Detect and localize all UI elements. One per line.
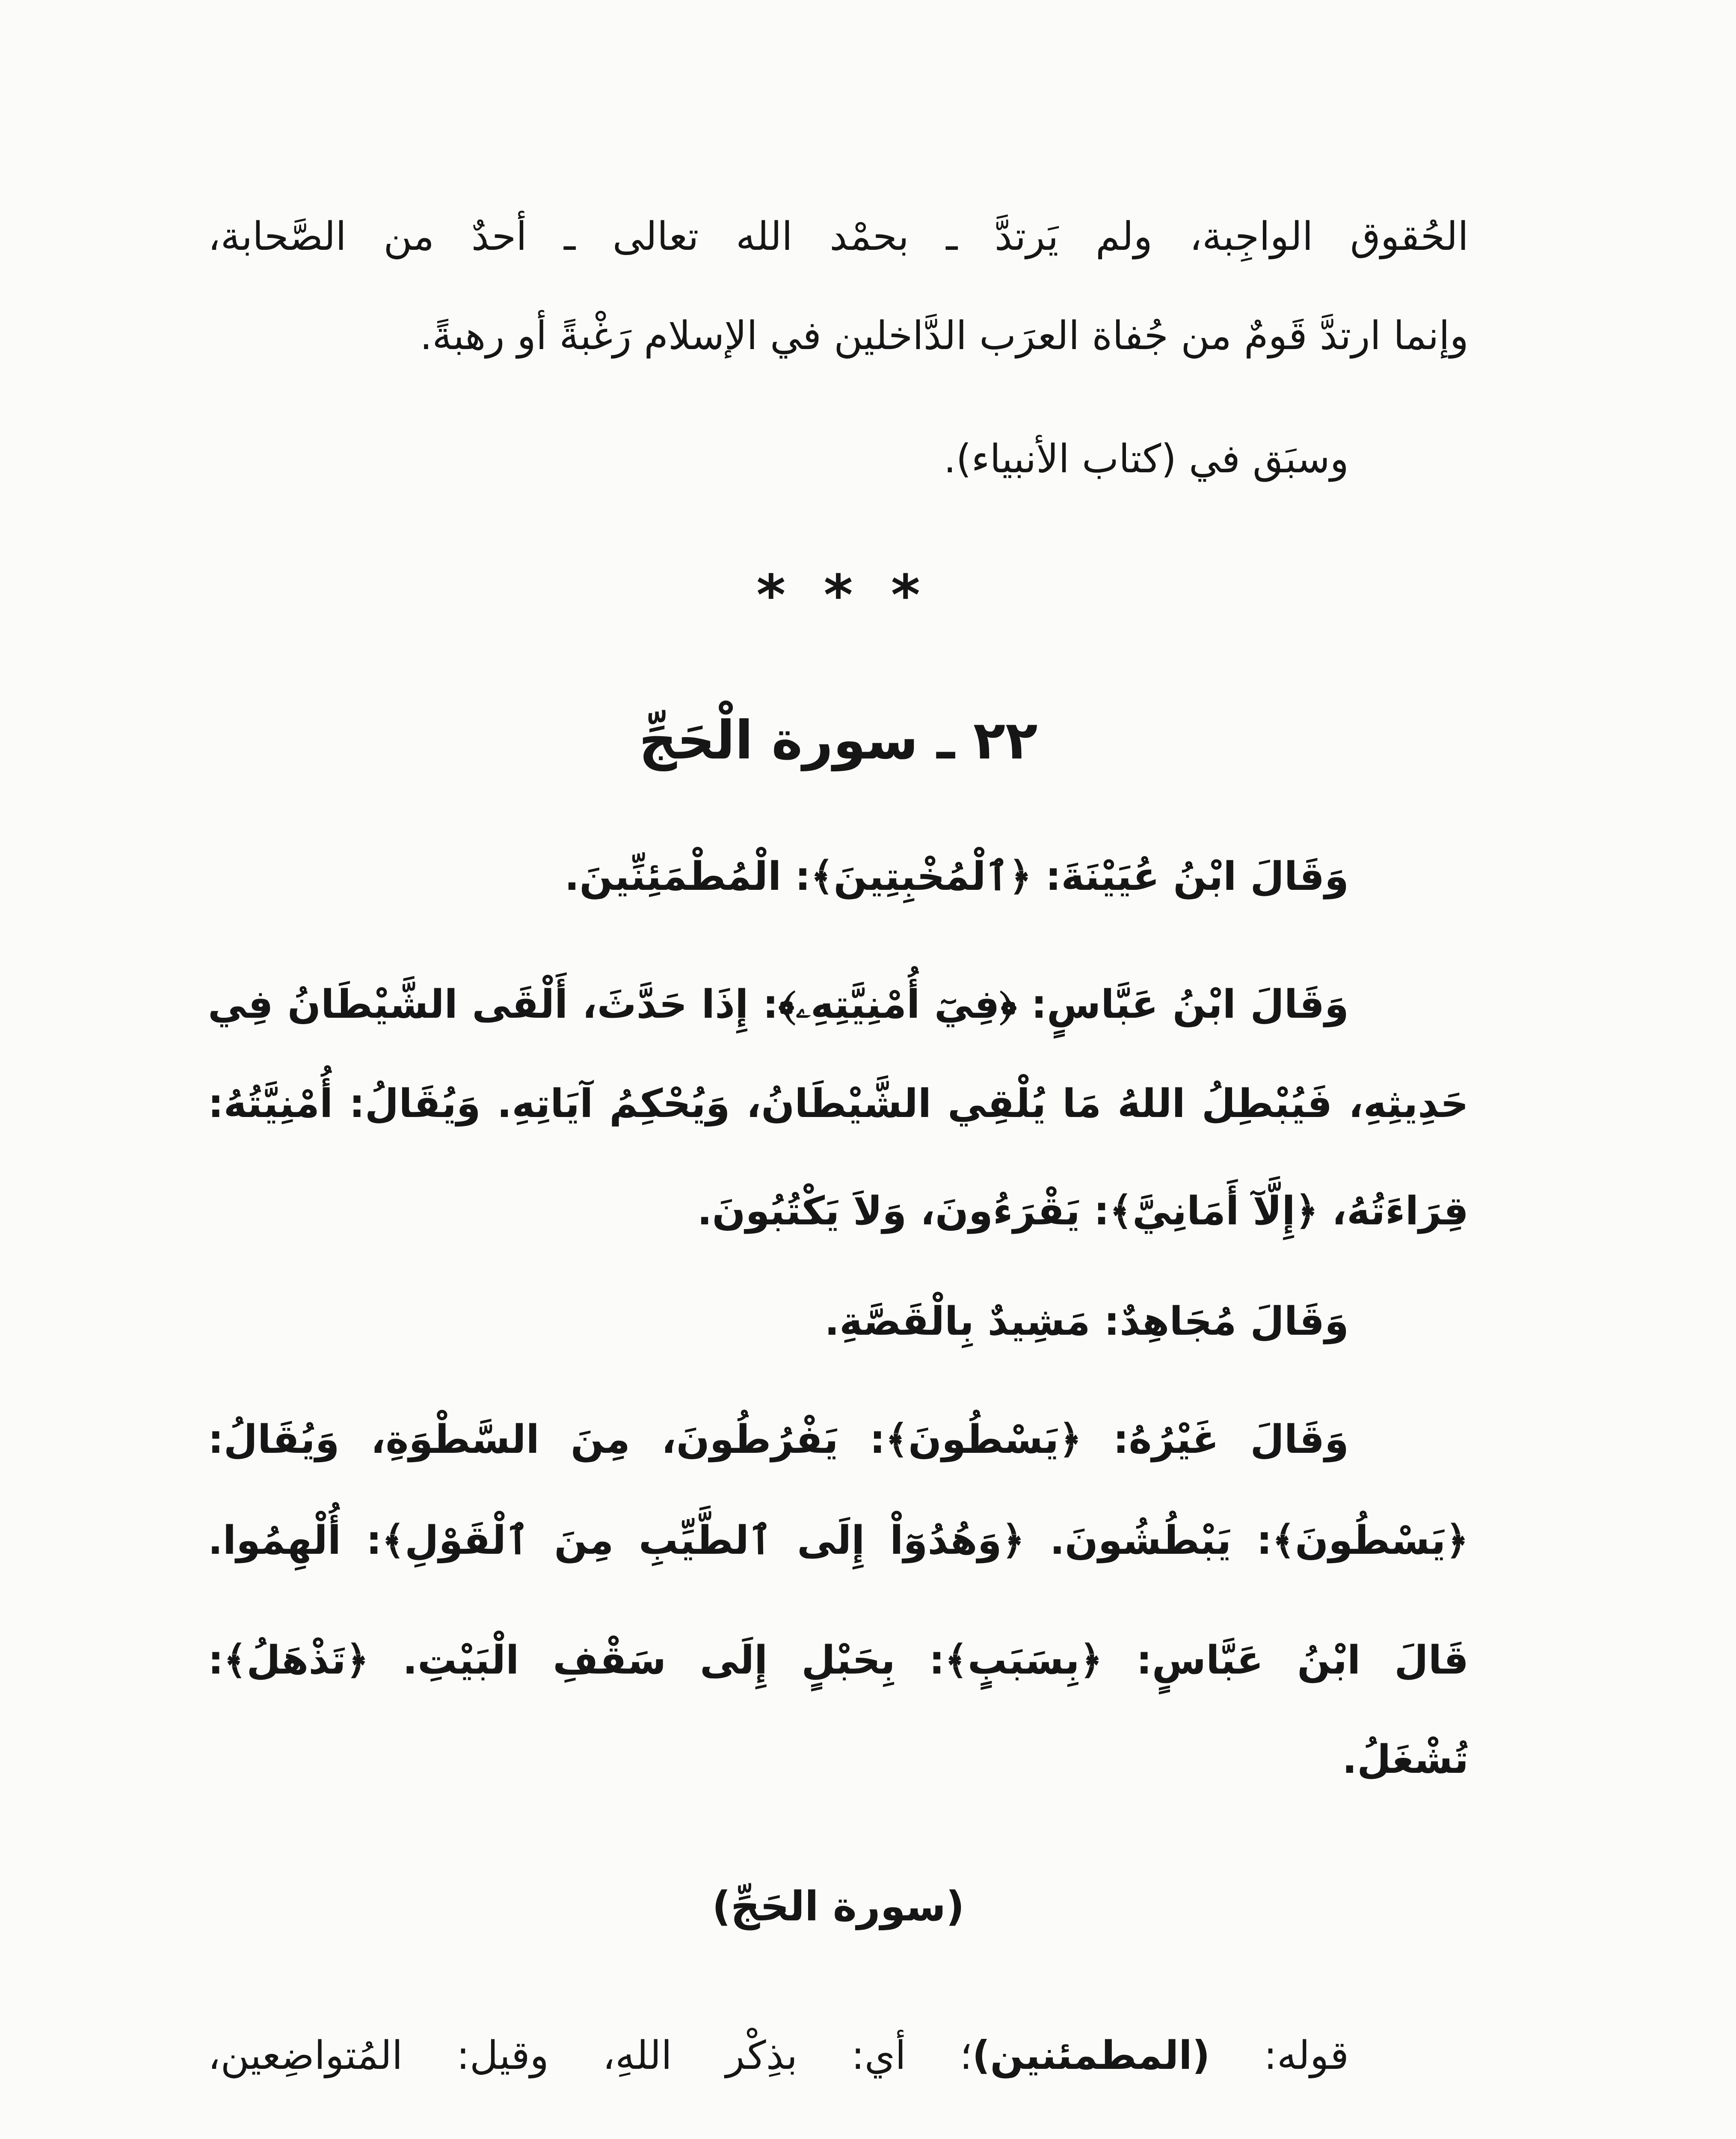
matn-line [208,1061,1469,1147]
continuation-line-text: الحُقوق الواجِبة، ولم يَرتدَّ ـ بحمْد الله تعالى ـ أحدٌ من الصَّحابة، [208,213,1469,259]
see-also-note [208,416,1469,502]
matn-line [208,1717,1469,1802]
matn-line [208,962,1469,1047]
matn-line [208,1498,1469,1583]
commentary-rest: ؛ أي: بذِكْر اللهِ، وقيل: المُتواضِعين، [208,2032,972,2078]
matn-line-text: قِرَاءَتُهُ، ﴿إِلَّآ أَمَانِيَّ﴾: يَقْرَءُونَ، وَلاَ يَكْتُبُونَ. [697,1188,1469,1234]
matn-line-text: وَقَالَ مُجَاهِدٌ: مَشِيدٌ بِالْقَصَّةِ. [824,1298,1349,1344]
matn-line [208,834,1469,919]
section-separator [208,552,1469,638]
matn-line-text: وَقَالَ غَيْرُهُ: ﴿يَسْطُونَ﴾: يَفْرُطُونَ، مِنَ السَّطْوَةِ، وَيُقَالُ: [208,1416,1349,1462]
matn-line-text: تُشْغَلُ. [1342,1736,1469,1782]
chapter-heading [208,698,1469,783]
matn-line [208,1279,1469,1364]
matn-line [208,1618,1469,1703]
matn-line [208,1168,1469,1254]
commentary-line [208,2121,1469,2139]
separator-asterisks: * * * [756,563,920,628]
quoted-term: (المطمئنين) [972,2032,1210,2078]
continuation-line [208,194,1469,279]
continuation-line-text: وإنما ارتدَّ قَومٌ من جُفاة العرَب الدَّاخلين في الإسلام رَغْبةً أو رهبةً. [420,313,1469,358]
commentary-heading [208,1864,1469,1949]
commentary-line-text [208,2032,1349,2078]
chapter-heading-text: ٢٢ ـ سورة الْحَجِّ [639,710,1038,771]
commentary-line [208,2013,1469,2098]
matn-line-text: وَقَالَ ابْنُ عَبَّاسٍ: ﴿فِيٓ أُمْنِيَّتِهِۦ﴾: إِذَا حَدَّثَ، أَلْقَى الشَّيْطَانُ فِي [208,981,1349,1027]
continuation-line [208,293,1469,379]
matn-line-text: قَالَ ابْنُ عَبَّاسٍ: ﴿بِسَبَبٍ﴾: بِحَبْلٍ إِلَى سَقْفِ الْبَيْتِ. ﴿تَذْهَلُ﴾: [208,1637,1469,1683]
commentary-heading-text: (سورة الحَجِّ) [712,1883,965,1930]
matn-line-text: ﴿يَسْطُونَ﴾: يَبْطُشُونَ. ﴿وَهُدُوٓاْ إِلَى ٱلطَّيِّبِ مِنَ ٱلْقَوْلِ﴾: أُلْهِمُوا. [208,1517,1469,1563]
see-also-text: وسبَق في (كتاب الأنبياء). [943,436,1349,482]
matn-line-text: وَقَالَ ابْنُ عُيَيْنَةَ: ﴿ٱلْمُخْبِتِينَ﴾: الْمُطْمَئِنِّينَ. [564,853,1349,899]
matn-line [208,1397,1469,1482]
commentary-lead: قوله: [1210,2032,1349,2078]
matn-line-text: حَدِيثِهِ، فَيُبْطِلُ اللهُ مَا يُلْقِي الشَّيْطَانُ، وَيُحْكِمُ آيَاتِهِ. وَيُقَالُ: أُمْنِيَّتُهُ: [208,1081,1469,1126]
